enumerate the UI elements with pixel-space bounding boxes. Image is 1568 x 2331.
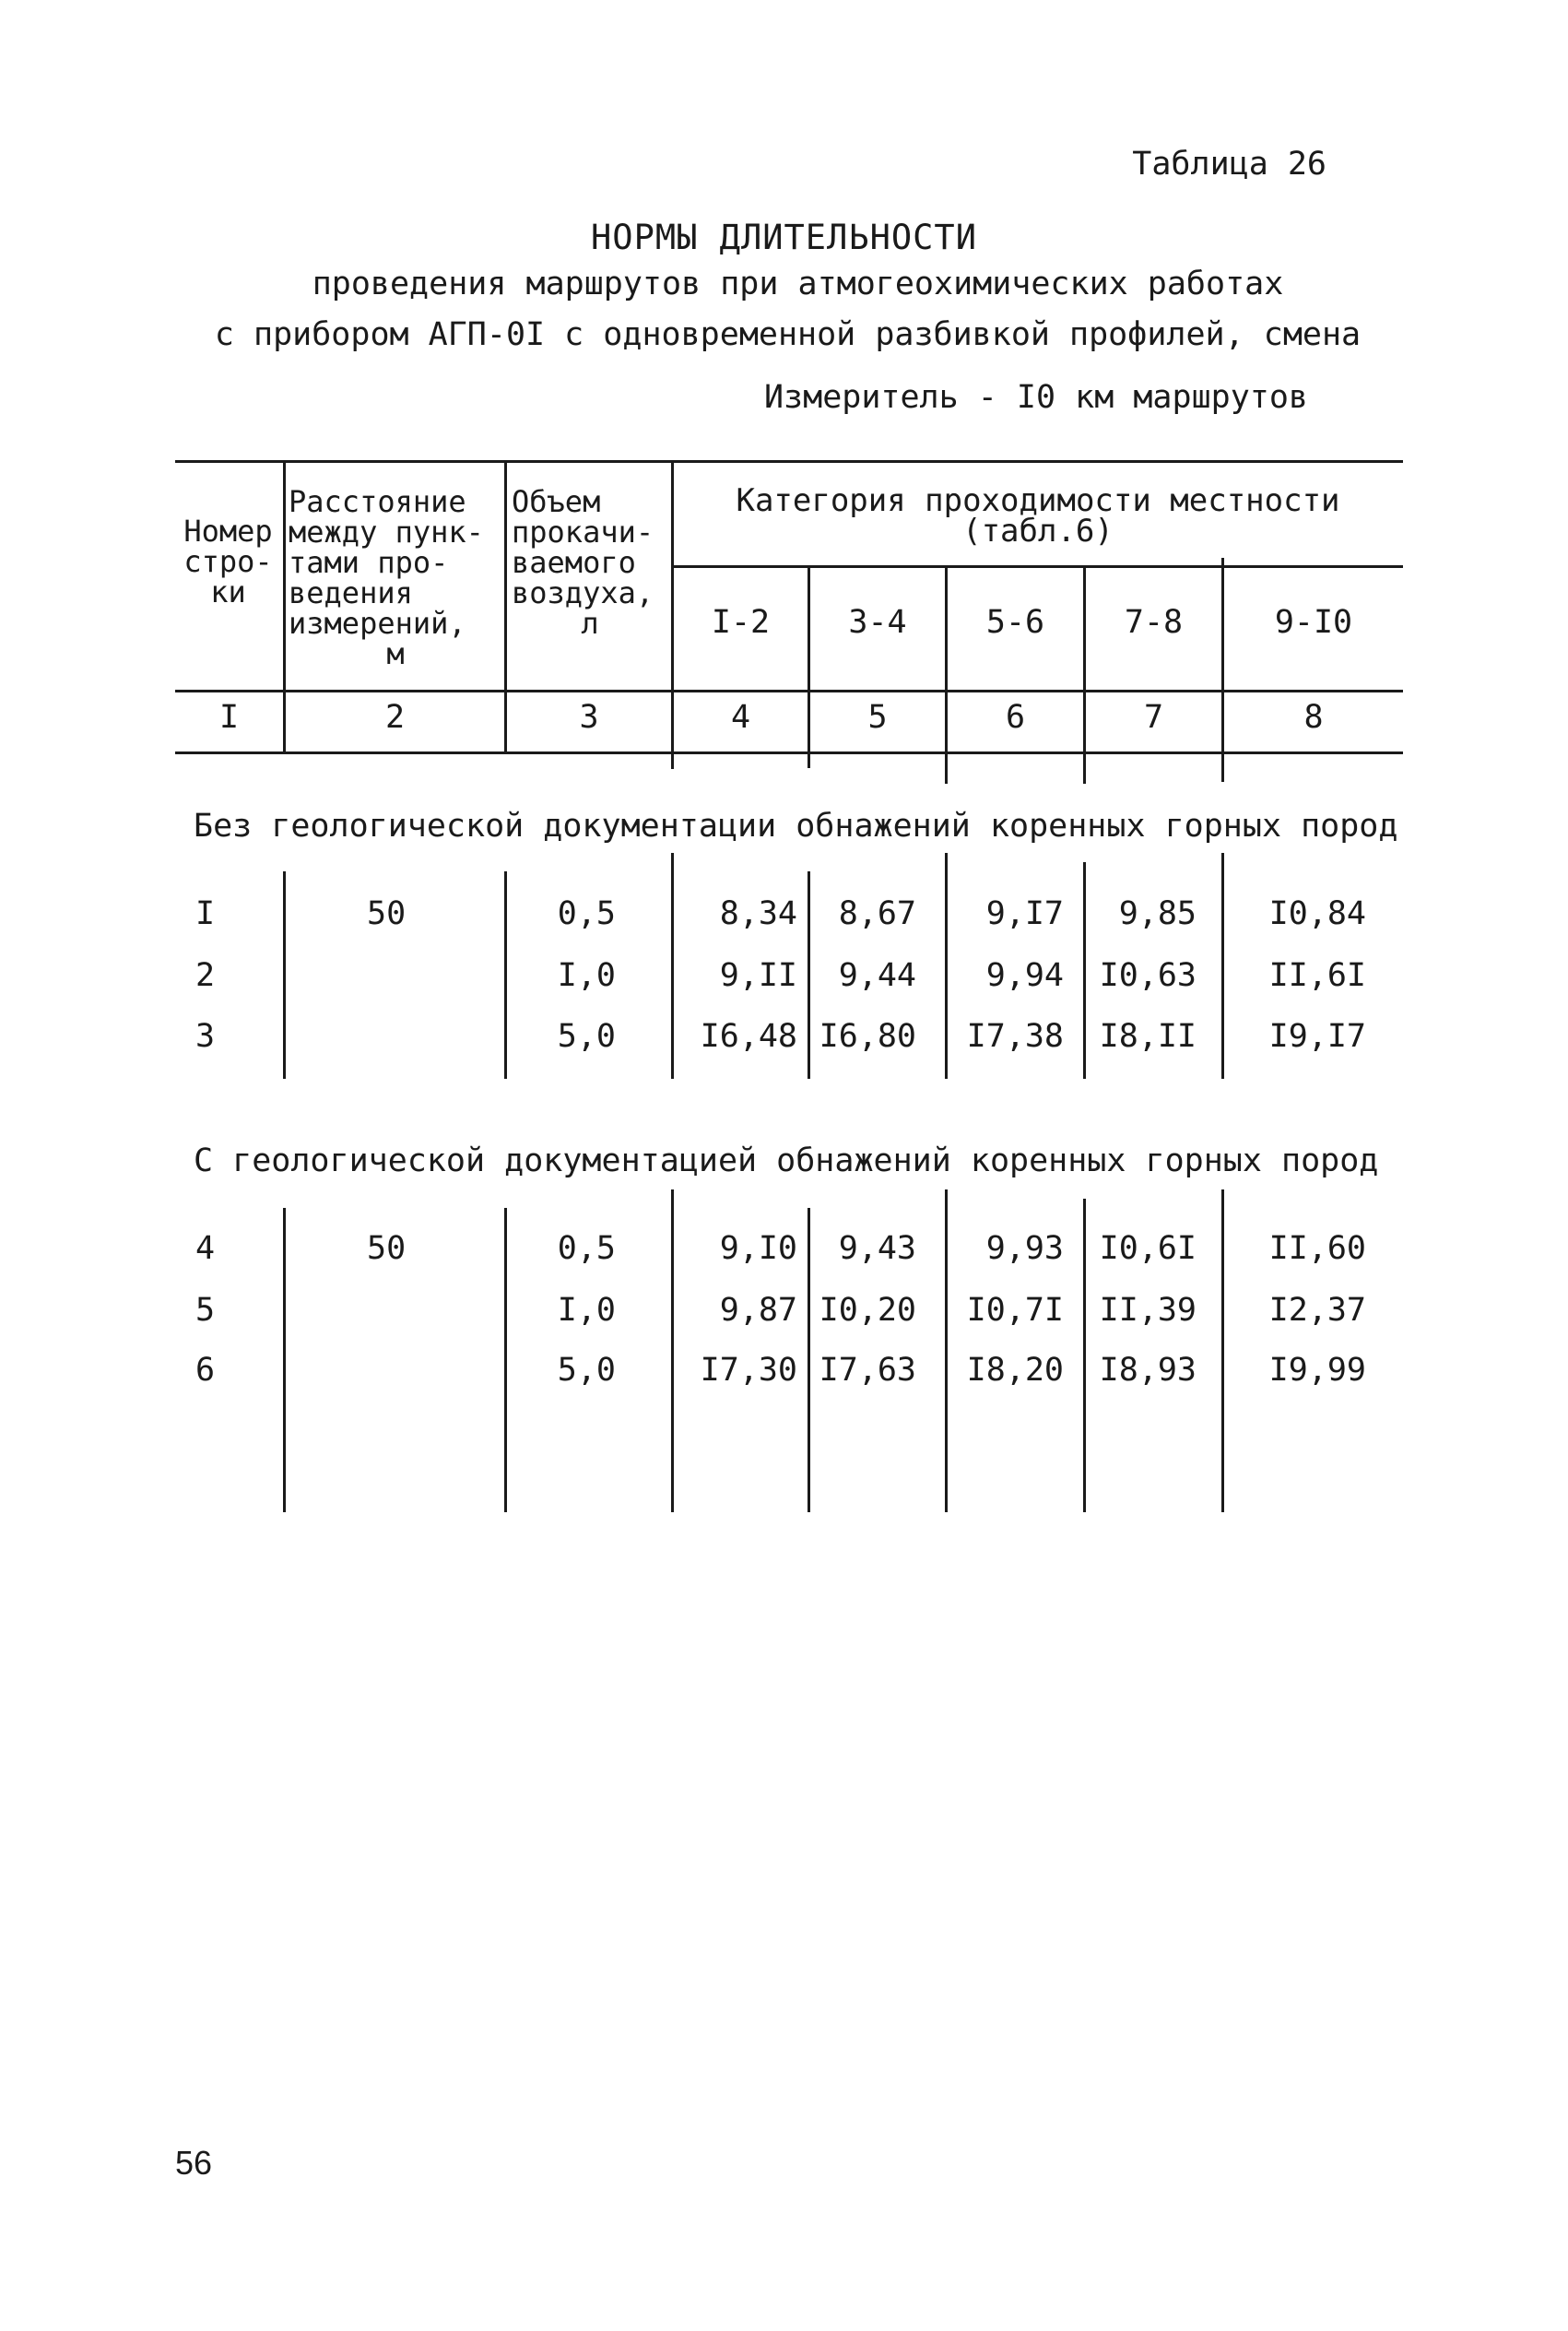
value-cat-4: 9,85	[1118, 895, 1197, 932]
header-bottom-rule	[175, 690, 1403, 692]
row-number: 5	[195, 1292, 216, 1329]
row-number: 6	[195, 1352, 216, 1389]
distance-value: 50	[367, 1230, 407, 1267]
volume-value: 0,5	[557, 1230, 616, 1267]
value-cat-5: I9,99	[1268, 1352, 1366, 1389]
table-label: Таблица 26	[1132, 146, 1326, 183]
value-cat-5: II,6I	[1268, 957, 1366, 994]
value-cat-1: I7,30	[700, 1352, 797, 1389]
value-cat-4: I0,6I	[1099, 1230, 1197, 1267]
column-number-4: 4	[730, 699, 751, 736]
col-divider-6	[1083, 567, 1086, 784]
unit-of-measure: Измеритель - I0 км маршрутов	[763, 379, 1308, 416]
table-top-rule	[175, 460, 1403, 463]
header-category-1: I-2	[711, 604, 771, 641]
column-number-6: 6	[1005, 699, 1026, 736]
value-cat-3: 9,I7	[985, 895, 1064, 932]
value-cat-5: II,60	[1268, 1230, 1366, 1267]
header-category-title: Категория проходимости местности (табл.6)	[736, 482, 1340, 550]
header-category-2: 3-4	[848, 604, 907, 641]
value-cat-1: I6,48	[700, 1018, 797, 1055]
value-cat-3: I8,20	[966, 1352, 1064, 1389]
col-divider-7b	[1221, 751, 1224, 781]
value-cat-3: 9,93	[985, 1230, 1064, 1267]
s1-divider-1	[283, 871, 286, 1079]
column-number-1: I	[218, 699, 240, 736]
volume-value: 0,5	[557, 895, 616, 932]
volume-value: 5,0	[557, 1018, 616, 1055]
row-number: 4	[195, 1230, 216, 1267]
value-cat-3: I0,7I	[966, 1292, 1064, 1329]
category-header-rule	[671, 565, 1403, 568]
column-numbers-bottom-rule	[175, 751, 1403, 754]
value-cat-3: I7,38	[966, 1018, 1064, 1055]
value-cat-2: 9,43	[838, 1230, 916, 1267]
header-category-3: 5-6	[985, 604, 1045, 641]
value-cat-5: I0,84	[1268, 895, 1366, 932]
column-number-3: 3	[579, 699, 599, 736]
col-divider-7	[1221, 558, 1224, 782]
value-cat-5: I2,37	[1268, 1292, 1366, 1329]
column-number-8: 8	[1303, 699, 1324, 736]
value-cat-2: 9,44	[838, 957, 916, 994]
value-cat-4: I0,63	[1099, 957, 1197, 994]
value-cat-5: I9,I7	[1268, 1018, 1366, 1055]
value-cat-1: 9,87	[719, 1292, 797, 1329]
value-cat-4: I8,II	[1099, 1018, 1197, 1055]
volume-value: 5,0	[557, 1352, 616, 1389]
value-cat-1: 9,I0	[719, 1230, 797, 1267]
header-distance: Расстояние между пунк- тами про- ведения измерений, м	[289, 484, 484, 671]
value-cat-2: 8,67	[838, 895, 916, 932]
value-cat-2: I7,63	[819, 1352, 916, 1389]
page-number: 56	[175, 2144, 213, 2182]
header-category-5: 9-I0	[1274, 604, 1353, 641]
table-heading: НОРМЫ ДЛИТЕЛЬНОСТИ	[591, 218, 977, 257]
header-volume: Объем прокачи- ваемого воздуха, л	[512, 484, 654, 641]
section-title-2: С геологической документацией обнажений коренных горных пород	[194, 1142, 1379, 1179]
header-row-number: Номер стро- ки	[183, 514, 273, 609]
distance-value: 50	[367, 895, 407, 932]
row-number: I	[195, 895, 216, 932]
value-cat-1: 9,II	[719, 957, 797, 994]
column-number-2: 2	[384, 699, 406, 736]
value-cat-3: 9,94	[985, 957, 1064, 994]
value-cat-4: II,39	[1099, 1292, 1197, 1329]
value-cat-4: I8,93	[1099, 1352, 1197, 1389]
volume-value: I,0	[557, 957, 616, 994]
row-number: 3	[195, 1018, 216, 1055]
row-number: 2	[195, 957, 216, 994]
column-number-5: 5	[867, 699, 888, 736]
section-title-1: Без геологической документации обнажений коренных горных пород	[194, 808, 1398, 845]
column-number-7: 7	[1143, 699, 1164, 736]
value-cat-2: I6,80	[819, 1018, 916, 1055]
s2-divider-1	[283, 1208, 286, 1512]
col-divider-4	[808, 567, 810, 768]
header-category-4: 7-8	[1124, 604, 1184, 641]
col-divider-5	[945, 567, 948, 784]
value-cat-1: 8,34	[719, 895, 797, 932]
value-cat-2: I0,20	[819, 1292, 916, 1329]
table-subtitle-line-2: с прибором АГП-0I с одновременной разбивкой профилей, смена	[214, 316, 1362, 353]
volume-value: I,0	[557, 1292, 616, 1329]
table-subtitle-line-1: проведения маршрутов при атмогеохимических работах	[312, 266, 1284, 302]
